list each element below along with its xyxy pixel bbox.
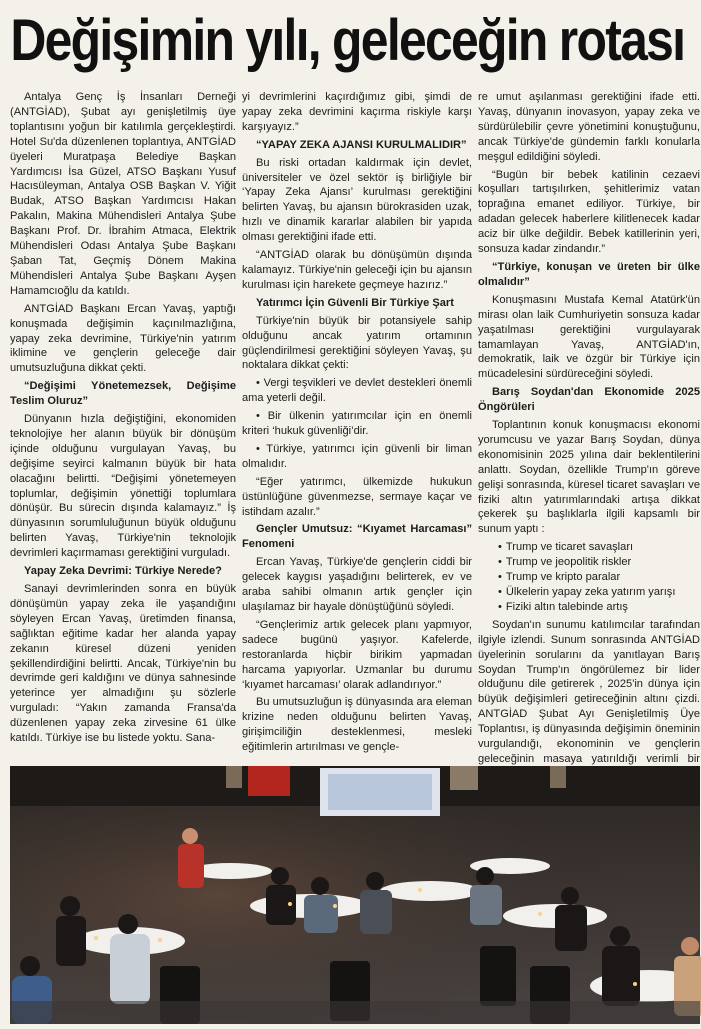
event-photo [10, 766, 700, 1024]
paragraph: Antalya Genç İş İnsanları Derneği (ANTGİAD), Şubat ayı genişletilmiş üye toplantısını yoğun bir katılımla gerçekleştirdi. Hotel Su'da düzenlenen toplantıya, ANTGİAD üyeleri Muratpaşa Belediye Başkan Yardımcısı İsa Güzel, ATSO Başkanı Yusuf Hacısüleyman, Antalya OSB Başkan V. Yiğit Budak, ATSO Başkan Yardımcısı Hakan Pakalın, Makina Mühendisleri Antalya Şube Başkanı Prof. Dr. İbrahim Atmaca, Elektrik Mühendisleri Odası Antalya Şube Başkanı Şaban Tat, Geçmiş Dönem Makina Mühendisleri Antalya Şube Başkanı Ayşen Hamamcıoğlu da katıldı. [10, 91, 236, 297]
paragraph: Dünyanın hızla değiştiğini, ekonomiden teknolojiye her alanın büyük bir dönüşüm içinde olduğunu vurgulayan Yavaş, bu değişime seyirci kalmanın büyük bir hata olacağını belirtti. “Değişimi yönetemeyen toplumlar, değişimin yönettiği toplumlara dönüşür. Bu sürecin dışında kalamayız.” İş dünyasının sorumluluğunun büyük olduğunu belirten Yavaş, Türkiye'nin teknolojik devrimleri kaçırmaması gerektiğini vurguladı. [10, 413, 236, 560]
paragraph: Bu riski ortadan kaldırmak için devlet, üniversiteler ve özel sektör iş birliğiyle bir ‘Yapay Zeka Ajansı’ kurulması gerektiğini belirten Yavaş, bu ajansın bürokrasiden uzak, hızlı ve dinamik kararlar alabilen bir yapıda olması gerektiğini ifade etti. [242, 156, 472, 244]
paragraph: Konuşmasını Mustafa Kemal Atatürk'ün mirası olan laik Cumhuriyetin sonsuza kadar yaşatılması gerektiğini vurgulayarak tamamlayan Yavaş, ANTGİAD'ın, demokratik, laik ve özgür bir Türkiye için mücadelesini sürdüreceğini söyledi. [478, 293, 700, 381]
paragraph: • Bir ülkenin yatırımcılar için en önemli kriteri ‘hukuk güvenliği’dir. [242, 410, 472, 438]
paragraph: “Gençlerimiz artık gelecek planı yapmıyor, sadece bugünü yaşıyor. Kafelerde, restoranlarda hiçbir birikim yapmadan harcama yapıyorlar. Uzmanlar bu durumu ‘kıyamet harcaması’ olarak adlandırıyor.” [242, 618, 472, 691]
article-column-3 [478, 90, 700, 803]
subheading: “Değişimi Yönetemezsek, Değişime Teslim Oluruz” [10, 380, 236, 408]
paragraph: “Bugün bir bebek katilinin cezaevi koşulları tartışılırken, şehitlerimiz vatan toprağına emanet ediliyor. Türkiye, bir adadan gelecek haberlere kilitlenecek kadar aciz bir ülke değildir. Bebek katillerinin yeri, sonsuza kadar zindandır.” [478, 168, 700, 256]
article-column-1 [10, 90, 236, 803]
bullet-item: • Trump ve ticaret savaşları [498, 540, 700, 555]
article-headline: Değişimin yılı, geleceğin rotası [10, 8, 685, 73]
paragraph: re umut aşılanması gerektiğini ifade etti. Yavaş, dünyanın inovasyon, yapay zeka ve sürdürülebilir çevre yönetimini konuştuğunu, ancak Türkiye'de gündemin farklı konularla meşgul edildiğini söyledi. [478, 91, 700, 163]
paragraph: “Eğer yatırımcı, ülkemizde hukukun üstünlüğüne güvenmezse, sermaye kaçar ve istihdam azalır.” [242, 475, 472, 518]
paragraph: Türkiye'nin büyük bir potansiyele sahip olduğunu ancak yatırım ortamının güçlendirilmesi gerektiğini söyleyen Yavaş, şu noktalara dikkat çekti: [242, 314, 472, 372]
conference-hall-image [10, 766, 700, 1024]
subheading: “Türkiye, konuşan ve üreten bir ülke olmalıdır” [478, 260, 700, 288]
article-column-2 [242, 90, 472, 803]
paragraph: • Vergi teşvikleri ve devlet destekleri önemli ama yeterli değil. [242, 377, 472, 405]
bullet-item: • Trump ve kripto paralar [498, 570, 700, 585]
bullet-list [478, 540, 700, 615]
subheading: Gençler Umutsuz: “Kıyamet Harcaması” Fenomeni [242, 523, 472, 551]
subheading: Yatırımcı İçin Güvenli Bir Türkiye Şart [256, 296, 454, 309]
paragraph: • Türkiye, yatırımcı için güvenli bir liman olmalıdır. [242, 442, 472, 470]
subheading: “YAPAY ZEKA AJANSI KURULMALIDIR” [256, 138, 467, 151]
paragraph: Bu umutsuzluğun iş dünyasında ara eleman krizine neden olduğunu belirten Yavaş, girişimciliğin desteklenmesi, mesleki eğitimlerin artırılması ve gençle- [242, 696, 472, 754]
article-body [10, 90, 700, 765]
paragraph: Toplantının konuk konuşmacısı ekonomi yorumcusu ve yazar Barış Soydan, dünya ekonomisinin 2025 yılına dair beklentilerini anlattı. Soydan, özellikle Trump'ın göreve gelişi sonrasında, küresel ticaret savaşları ve fiziki altın yatırımlarındaki artışa dikkat çekerek şu başlıklarla ilgili kapsamlı bir sunum yaptı : [478, 419, 700, 536]
paragraph: yi devrimlerini kaçırdığımız gibi, şimdi de yapay zeka devrimini kaçırma riskiyle karşı karşıyayız.” [242, 91, 472, 133]
subheading: Barış Soydan'dan Ekonomide 2025 Öngörüleri [478, 386, 700, 414]
paragraph: Ercan Yavaş, Türkiye'de gençlerin ciddi bir gelecek kaygısı yaşadığını belirterek, ev ve araba sahibi olmanın artık gençler için ulaşılamaz bir hayale dönüştüğünü söyledi. [242, 556, 472, 613]
paragraph: “ANTGİAD olarak bu dönüşümün dışında kalamayız. Türkiye'nin geleceği için bu ajansın kurulması için harekete geçmeye hazırız.” [242, 249, 472, 291]
paragraph: Sanayi devrimlerinden sonra en büyük dönüşümün yapay zeka ile yaşandığını söyleyen Ercan Yavaş, üretimden finansa, sağlıktan eğitime kadar her alanda yapay zekanın küresel düzeni yeniden şekillendirdiğini belirtti. Ancak, Türkiye'nin bu devrimde geri kaldığını ve dünya sahnesinde yeterince yer almadığını şu sözlerle vurguladı: “Yakın zamanda Fransa'da düzenlenen yapay zeka zirvesine 61 ülke katıldı. Türkiye ise bu listede yoktu. Sana- [10, 583, 236, 745]
bullet-item: • Fiziki altın talebinde artış [498, 600, 700, 615]
bullet-item: • Trump ve jeopolitik riskler [498, 555, 700, 570]
subheading: Yapay Zeka Devrimi: Türkiye Nerede? [24, 565, 222, 578]
paragraph: ANTGİAD Başkanı Ercan Yavaş, yaptığı konuşmada değişimin kaçınılmazlığına, yapay zeka devrimine, Türkiye'nin yatırım iklimine ve gençlerin geleceğe dair umutsuzluğuna dikkat çekti. [10, 302, 236, 375]
bullet-item: • Ülkelerin yapay zeka yatırım yarışı [498, 585, 700, 600]
paragraph: Soydan'ın sunumu katılımcılar tarafından ilgiyle izlendi. Sunum sonrasında ANTGİAD üyelerinin sorularını da yanıtlayan Barış Soydan Trump'ın öngörülemez bir lider olduğunu dile getirerek , 2025'in dünya için büyük değişimleri getireceğinin altını çizdi. ANTGİAD Şubat Ayı Genişletilmiş Üye Toplantısı, iş dünyasında değişimin öneminin vurgulandığı, ekonominin ve gençlerin geleceğinin masaya yatırıldığı verimli bir [478, 618, 700, 765]
